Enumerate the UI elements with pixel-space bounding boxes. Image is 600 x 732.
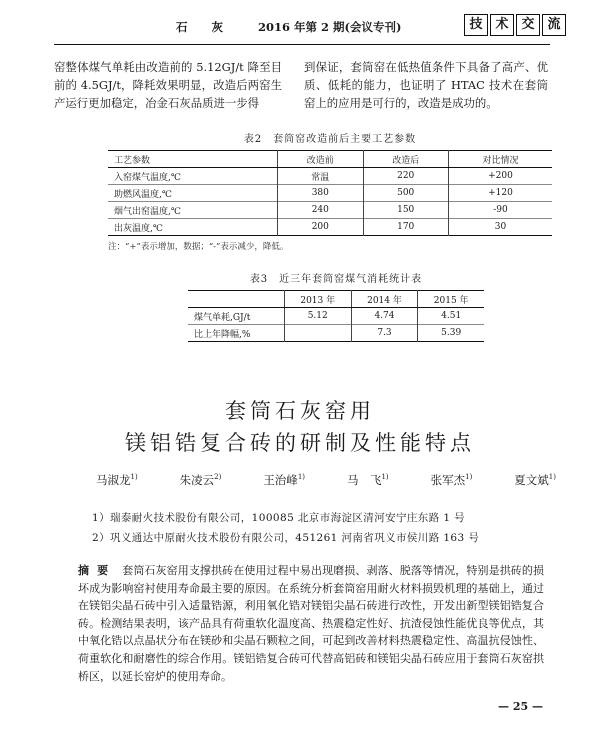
table-cell: 170 [363, 219, 448, 236]
page-number: — 25 — [498, 700, 543, 713]
table2-caption: 表2 套筒窑改造前后主要工艺参数 [243, 134, 417, 145]
table-cell: 入窑煤气温度,℃ [108, 168, 278, 185]
table-cell: 助燃风温度,℃ [108, 185, 278, 202]
author: 马淑龙$^{1)}$ [96, 473, 138, 487]
table-row [108, 168, 552, 185]
table-cell: +200 [448, 168, 552, 185]
table-cell: 380 [278, 185, 363, 202]
table-cell: 200 [278, 219, 363, 236]
abstract [78, 562, 544, 685]
page-header [0, 0, 600, 44]
table-cell: 常温 [278, 168, 363, 185]
table-row [108, 219, 552, 236]
table-cell: 烟气出窑温度,℃ [108, 202, 278, 219]
table-row [108, 185, 552, 202]
table-cell: -90 [448, 202, 552, 219]
table-cell: 30 [448, 219, 552, 236]
abstract-text: 套筒石灰窑用支撑拱砖在使用过程中易出现磨损、剥落、脱落等情况，特别是拱砖的损坏成为影响窑衬使用寿命最主要的原因。在系统分析套筒窑用耐火材料损毁机理的基础上，通过在镁铝尖晶石砖中引入适量锆源，利用氧化锆对镁铝尖晶石砖进行改性，开发出新型镁铝锆复合砖。检测结果表明，该产品具有荷重软化温度高、热震稳定性好、抗渣侵蚀性能优良等优点，其中氧化锆以点晶状分布在镁砂和尖晶石颗粒之间，可起到改善材料热震稳定性、高温抗侵蚀性、荷重软化和耐磨性的综合作用。镁铝锆复合砖可代替高铝砖和镁铝尖晶石砖应用于套筒石灰窑拱桥区，以延长窑炉的使用寿命。 [78, 564, 545, 683]
table-cell: +120 [448, 185, 552, 202]
table2-note: 注：“+”表示增加，数据；“-”表示减少，降低。 [108, 242, 289, 252]
table-row [188, 308, 484, 325]
table-row [188, 325, 484, 342]
table3 [188, 290, 484, 342]
table-cell: 220 [363, 168, 448, 185]
table-row [108, 202, 552, 219]
table-cell: 7.3 [351, 325, 418, 342]
abstract-label: 摘要 [78, 564, 117, 577]
prev-article-right-column: 到保证，套筒窑在低热值条件下具备了高产、优质、低耗的能力，也证明了 HTAC 技术在套筒窑上的应用是可行的，改造是成功的。 [304, 60, 548, 110]
table-cell: 5.12 [284, 308, 351, 325]
section-char: 术 [490, 14, 514, 36]
table-cell: 500 [363, 185, 448, 202]
table3-caption: 表3 近三年套筒窑煤气消耗统计表 [249, 274, 423, 285]
article-title-line1: 套筒石灰窑用 [225, 399, 375, 423]
magazine-name: 石 灰 [176, 20, 234, 34]
table-cell: 煤气单耗,GJ/t [188, 308, 284, 325]
table3-header: 2015 年 [418, 291, 484, 308]
header-rule [54, 44, 550, 45]
prev-article-left-column: 窑整体煤气单耗由改造前的 5.12GJ/t 降至目前的 4.5GJ/t，降耗效果明显，改造后两窑生产运行更加稳定，冶金石灰品质进一步得 [54, 60, 282, 110]
author: 夏文斌$^{1)}$ [514, 473, 556, 487]
affiliation-1: 1）瑞泰耐火技术股份有限公司，100085 北京市海淀区清河安宁庄东路 1 号 [92, 512, 466, 524]
table2-header: 工艺参数 [108, 151, 278, 168]
section-label [462, 14, 566, 36]
section-char: 技 [464, 14, 488, 36]
table3-header: 2014 年 [351, 291, 418, 308]
table-cell: 150 [363, 202, 448, 219]
table-cell [284, 325, 351, 342]
table-cell: 4.51 [418, 308, 484, 325]
table2-header: 改造后 [363, 151, 448, 168]
section-char: 流 [542, 14, 566, 36]
table2 [108, 150, 552, 236]
author: 张军杰$^{1)}$ [430, 473, 473, 487]
issue-label: 2016 年第 2 期(会议专刊) [258, 20, 402, 34]
table2-header: 对比情况 [448, 151, 552, 168]
author: 马 飞$^{1)}$ [346, 473, 389, 487]
section-char: 交 [516, 14, 540, 36]
table-cell: 比上年降幅,% [188, 325, 284, 342]
affiliation-2: 2）巩义通达中原耐火技术股份有限公司，451261 河南省巩义市侯川路 163 号 [92, 532, 480, 544]
table-cell: 4.74 [351, 308, 418, 325]
article-title-line2: 镁铝锆复合砖的研制及性能特点 [125, 431, 475, 455]
author-list [96, 472, 556, 488]
table3-header: 2013 年 [284, 291, 351, 308]
author: 王治峰$^{1)}$ [263, 473, 305, 487]
table2-header: 改造前 [278, 151, 363, 168]
author: 朱凌云$^{2)}$ [179, 473, 222, 487]
table-cell: 出灰温度,℃ [108, 219, 278, 236]
table-cell: 240 [278, 202, 363, 219]
table-cell: 5.39 [418, 325, 484, 342]
table3-header [188, 291, 284, 308]
